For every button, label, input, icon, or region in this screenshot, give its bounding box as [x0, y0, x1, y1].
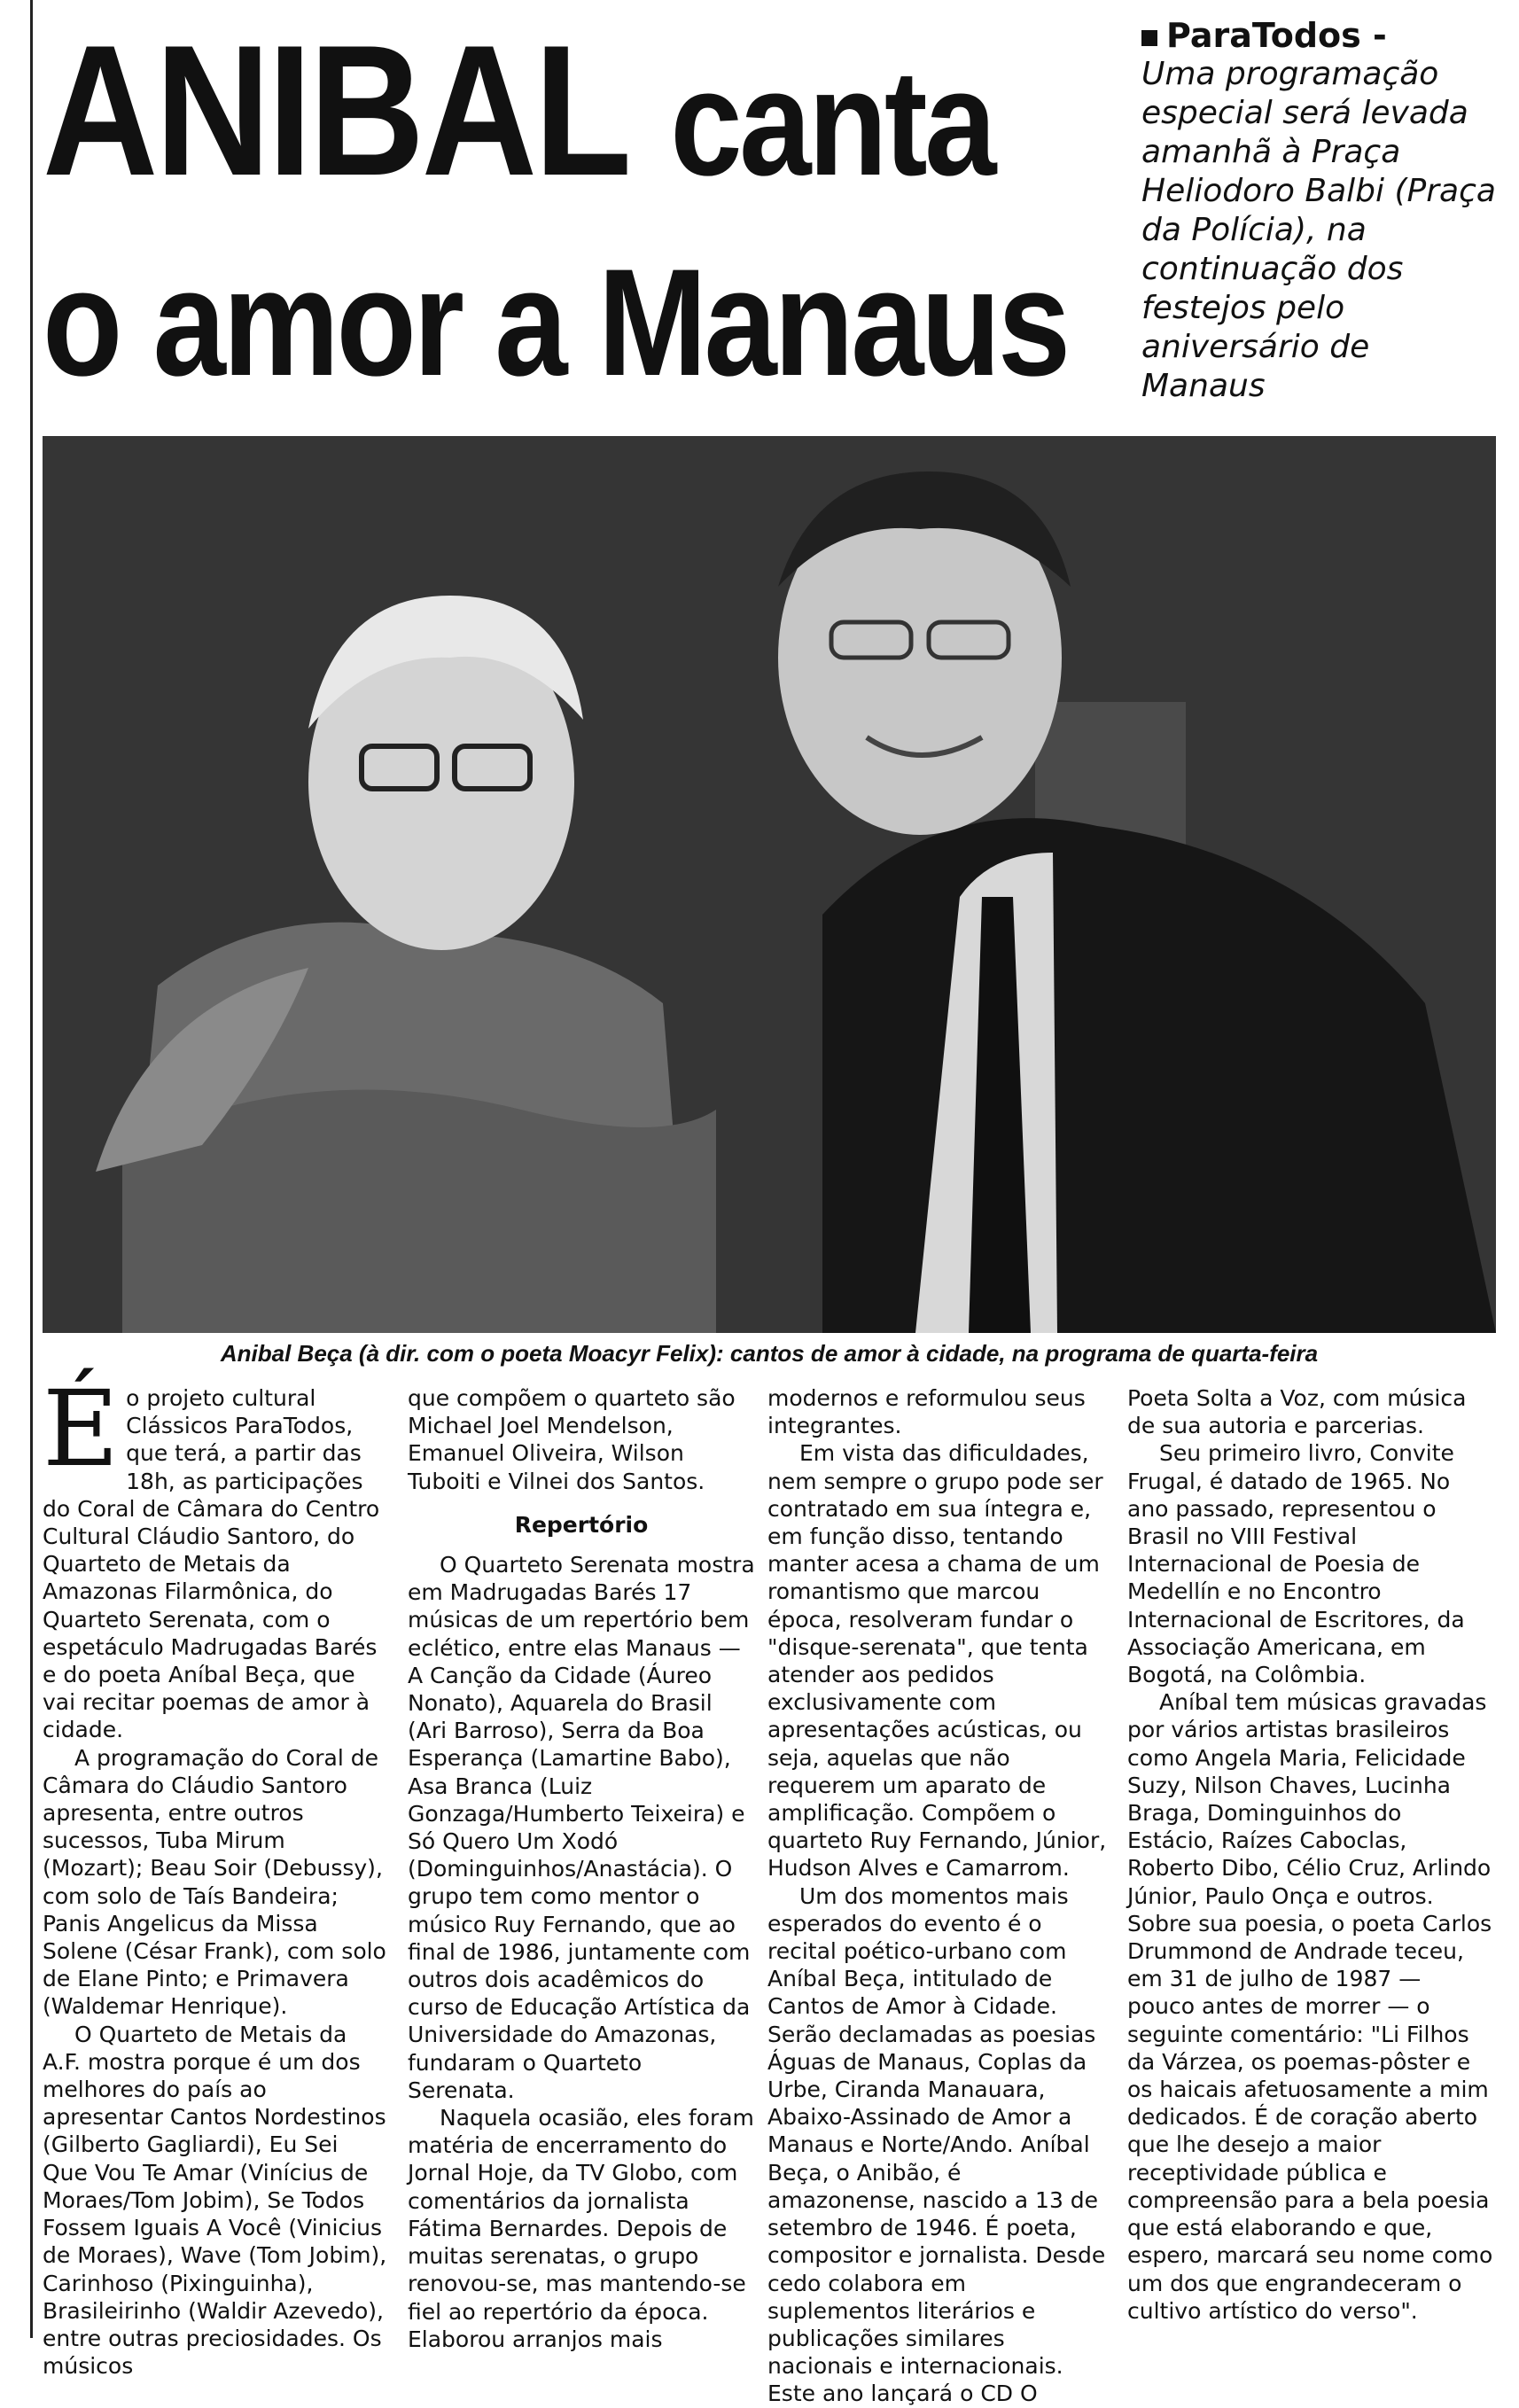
- headline: [43, 6, 1133, 408]
- paragraph: que compõem o quarteto são Michael Joel Mendelson, Emanuel Oliveira, Wilson Tuboiti e Vilnei dos Santos.: [408, 1385, 736, 1494]
- paragraph: modernos e reformulou seus integrantes.: [767, 1385, 1086, 1439]
- paragraph: Um dos momentos mais esperados do evento é o recital poético-urbano com Aníbal Beça, intitulado de Cantos de Amor à Cidade. Serão declamadas as poesias Águas de Manaus, Coplas da Urbe, Ciranda Manauara, Abaixo-Assinado de Amor a Manaus e Norte/Ando. Aníbal Beça, o Anibão, é amazonense, nascido a 13 de setembro de 1946. É poeta, compositor e jornalista. Desde cedo colabora em suplementos literários e publicações similares nacionais e internacionais. Este ano lançará o CD O: [767, 1882, 1106, 2407]
- headline-verb: canta: [670, 39, 994, 207]
- article-column-2: [408, 1384, 755, 2353]
- paragraph: o projeto cultural Clássicos ParaTodos, que terá, a partir das 18h, as participações do Coral de Câmara do Centro Cultural Cláudio Santoro, do Quarteto de Metais da Amazonas Filarmônica, do Quarteto Serenata, com o espetáculo Madrugadas Barés e do poeta Aníbal Beça, que vai recitar poemas de amor à cidade.: [43, 1385, 380, 1743]
- photo-illustration: [43, 436, 1496, 1333]
- article-column-3: [767, 1384, 1115, 2408]
- deck: [1141, 16, 1496, 406]
- deck-text: Uma programação especial será levada amanhã à Praça Heliodoro Balbi (Praça da Polícia), na continuação dos festejos pelo aniversário de Manaus: [1141, 56, 1496, 404]
- article-column-1: [43, 1368, 390, 2380]
- paragraph: Poeta Solta a Voz, com música de sua autoria e parcerias.: [1127, 1385, 1467, 1439]
- headline-line-1: [43, 6, 994, 214]
- headline-name: ANIBAL: [43, 6, 629, 214]
- photo-caption: Anibal Beça (à dir. com o poeta Moacyr Felix): cantos de amor à cidade, na programa de quarta-feira: [220, 1340, 1319, 1367]
- paragraph: O Quarteto de Metais da A.F. mostra porque é um dos melhores do país ao apresentar Cantos Nordestinos (Gilberto Gagliardi), Eu Sei Que Vou Te Amar (Vinícius de Moraes/Tom Jobim), Se Todos Fossem Iguais A Você (Vinicius de Moraes), Wave (Tom Jobim), Carinhoso (Pixinguinha), Brasileirinho (Waldir Azevedo), entre outras preciosidades. Os músicos: [43, 2021, 387, 2380]
- article-column-4: [1127, 1384, 1494, 2325]
- paragraph: Aníbal tem músicas gravadas por vários artistas brasileiros como Angela Maria, Felicidade Suzy, Nilson Chaves, Lucinha Braga, Dominguinhos do Estácio, Raízes Caboclas, Roberto Dibo, Célio Cruz, Arlindo Júnior, Paulo Onça e outros. Sobre sua poesia, o poeta Carlos Drummond de Andrade teceu, em 31 de julho de 1987 — pouco antes de morrer — o seguinte comentário: "Li Filhos da Várzea, os poemas-pôster e os haicais afetuosamente a mim dedicados. É de coração aberto que lhe desejo a maior receptividade pública e compreensão para a bela poesia que está elaborando e que, espero, marcará seu nome como um dos que engrandeceram o cultivo artístico do verso".: [1127, 1689, 1493, 2324]
- subheading: Repertório: [514, 1511, 649, 1538]
- drop-cap: É: [43, 1368, 120, 1490]
- paragraph: A programação do Coral de Câmara do Cláudio Santoro apresenta, entre outros sucessos, Tuba Mirum (Mozart); Beau Soir (Debussy), com solo de Taís Bandeira; Panis Angelicus da Missa Solene (César Frank), com solo de Elane Pinto; e Primavera (Waldemar Henrique).: [43, 1744, 386, 2020]
- headline-line-2: o amor a Manaus: [43, 238, 1068, 408]
- paragraph: Seu primeiro livro, Convite Frugal, é datado de 1965. No ano passado, representou o Brasil no VIII Festival Internacional de Poesia de Medellín e no Encontro Internacional de Escritores, da Associação Americana, em Bogotá, na Colômbia.: [1127, 1440, 1465, 1688]
- page-edge-rule: [30, 0, 33, 2338]
- paragraph: Em vista das dificuldades, nem sempre o grupo pode ser contratado em sua íntegra e, em função disso, tentando manter acesa a chama de um romantismo que marcou época, resolveram fundar o "disque-serenata", que tenta atender aos pedidos exclusivamente com apresentações acústicas, ou seja, aquelas que não requerem um aparato de amplificação. Compõem o quarteto Ruy Fernando, Júnior, Hudson Alves e Camarrom.: [767, 1440, 1107, 1882]
- article-photo: [43, 436, 1496, 1333]
- deck-kicker: ParaTodos -: [1141, 16, 1496, 55]
- paragraph: O Quarteto Serenata mostra em Madrugadas Barés 17 músicas de um repertório bem eclético, entre elas Manaus — A Canção da Cidade (Áureo Nonato), Aquarela do Brasil (Ari Barroso), Serra da Boa Esperança (Lamartine Babo), Asa Branca (Luiz Gonzaga/Humberto Teixeira) e Só Quero Um Xodó (Dominguinhos/Anastácia). O grupo tem como mentor o músico Ruy Fernando, que ao final de 1986, juntamente com outros dois acadêmicos do curso de Educação Artística da Universidade do Amazonas, fundaram o Quarteto Serenata.: [408, 1552, 755, 2103]
- paragraph: Naquela ocasião, eles foram matéria de encerramento do Jornal Hoje, da TV Globo, com comentários da jornalista Fátima Bernardes. Depois de muitas serenatas, o grupo renovou-se, mas mantendo-se fiel ao repertório da época. Elaborou arranjos mais: [408, 2105, 754, 2352]
